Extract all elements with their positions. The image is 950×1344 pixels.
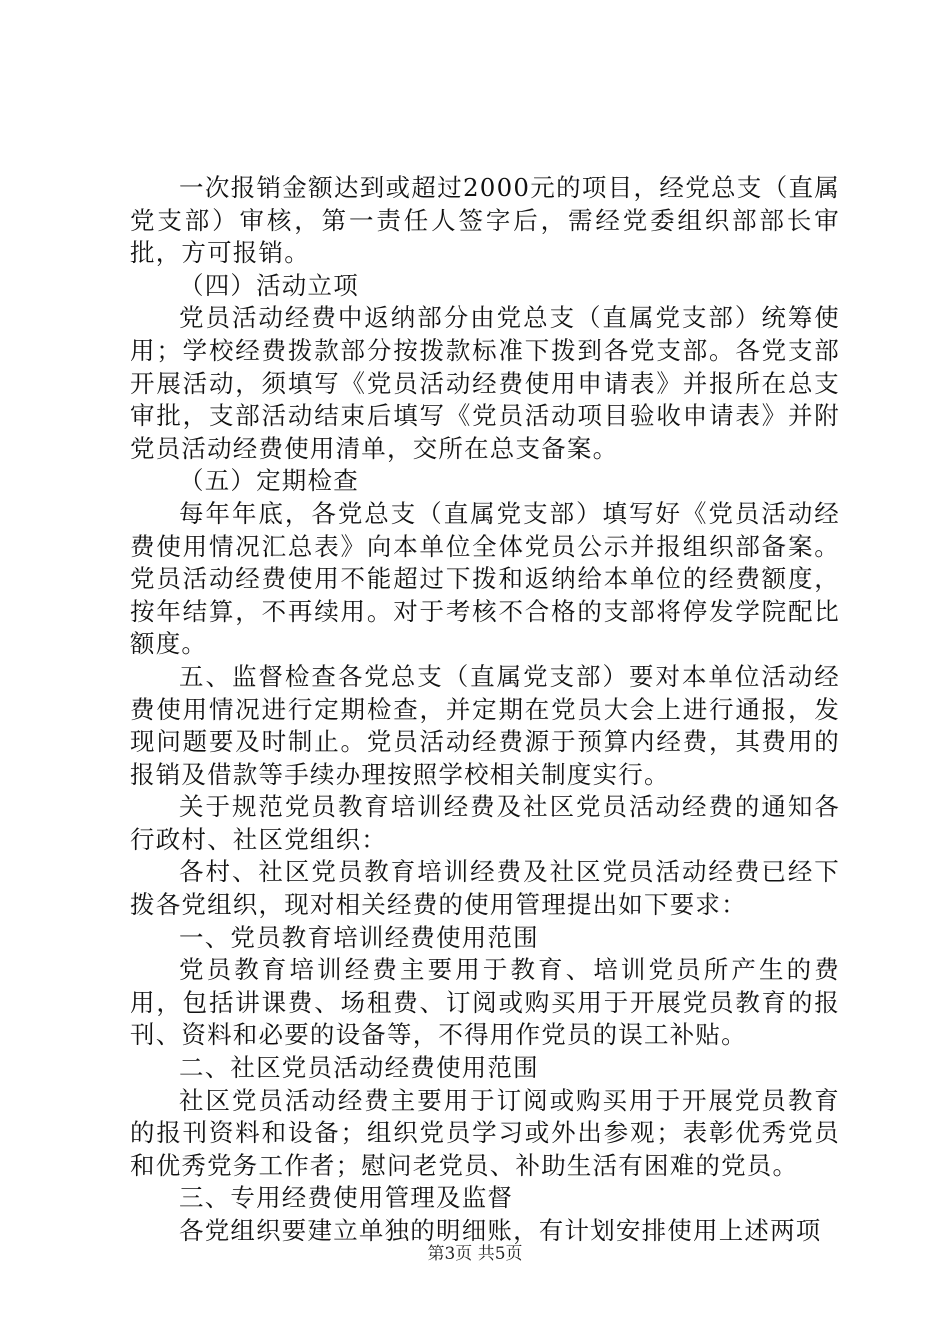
paragraph-notice-title: 关于规范党员教育培训经费及社区党员活动经费的通知各行政村、社区党组织： bbox=[130, 792, 840, 854]
document-body bbox=[130, 172, 840, 1248]
page-number-footer: 第3页 共5页 bbox=[427, 1244, 523, 1264]
paragraph-community-fund-scope: 社区党员活动经费主要用于订阅或购买用于开展党员教育的报刊资料和设备；组织党员学习或外出参观；表彰优秀党员和优秀党务工作者；慰问老党员、补助生活有困难的党员。 bbox=[130, 1085, 840, 1180]
section-heading-community-fund-scope: 二、社区党员活动经费使用范围 bbox=[179, 1053, 539, 1083]
paragraph-reimbursement-approval: 一次报销金额达到或超过2000元的项目，经党总支（直属党支部）审核，第一责任人签字后，需经党委组织部部长审批，方可报销。 bbox=[130, 173, 840, 268]
paragraph-supervision: 五、监督检查各党总支（直属党支部）要对本单位活动经费使用情况进行定期检查，并定期在党员大会上进行通报，发现问题要及时制止。党员活动经费源于预算内经费，其费用的报销及借款等手续办理按照学校相关制度实行。 bbox=[130, 661, 840, 789]
section-heading-fund-management: 三、专用经费使用管理及监督 bbox=[179, 1183, 514, 1213]
section-heading-periodic-inspection: （五）定期检查 bbox=[179, 466, 359, 496]
paragraph-activity-project: 党员活动经费中返纳部分由党总支（直属党支部）统筹使用；学校经费拨款部分按拨款标准下拨到各党支部。各党支部开展活动，须填写《党员活动经费使用申请表》并报所在总支审批，支部活动结束后填写《党员活动项目验收申请表》并附党员活动经费使用清单，交所在总支备案。 bbox=[130, 303, 840, 463]
section-heading-activity-project: （四）活动立项 bbox=[179, 270, 359, 300]
paragraph-training-fund-scope: 党员教育培训经费主要用于教育、培训党员所产生的费用，包括讲课费、场租费、订阅或购买用于开展党员教育的报刊、资料和必要的设备等，不得用作党员的误工补贴。 bbox=[130, 955, 840, 1050]
paragraph-periodic-inspection: 每年年底，各党总支（直属党支部）填写好《党员活动经费使用情况汇总表》向本单位全体党员公示并报组织部备案。党员活动经费使用不能超过下拨和返纳给本单位的经费额度，按年结算，不再续用。对于考核不合格的支部将停发学院配比额度。 bbox=[130, 498, 840, 659]
paragraph-notice-intro: 各村、社区党员教育培训经费及社区党员活动经费已经下拨各党组织，现对相关经费的使用管理提出如下要求： bbox=[130, 857, 840, 920]
paragraph-fund-management: 各党组织要建立单独的明细账，有计划安排使用上述两项 bbox=[179, 1216, 822, 1245]
section-heading-training-fund-scope: 一、党员教育培训经费使用范围 bbox=[179, 922, 539, 952]
